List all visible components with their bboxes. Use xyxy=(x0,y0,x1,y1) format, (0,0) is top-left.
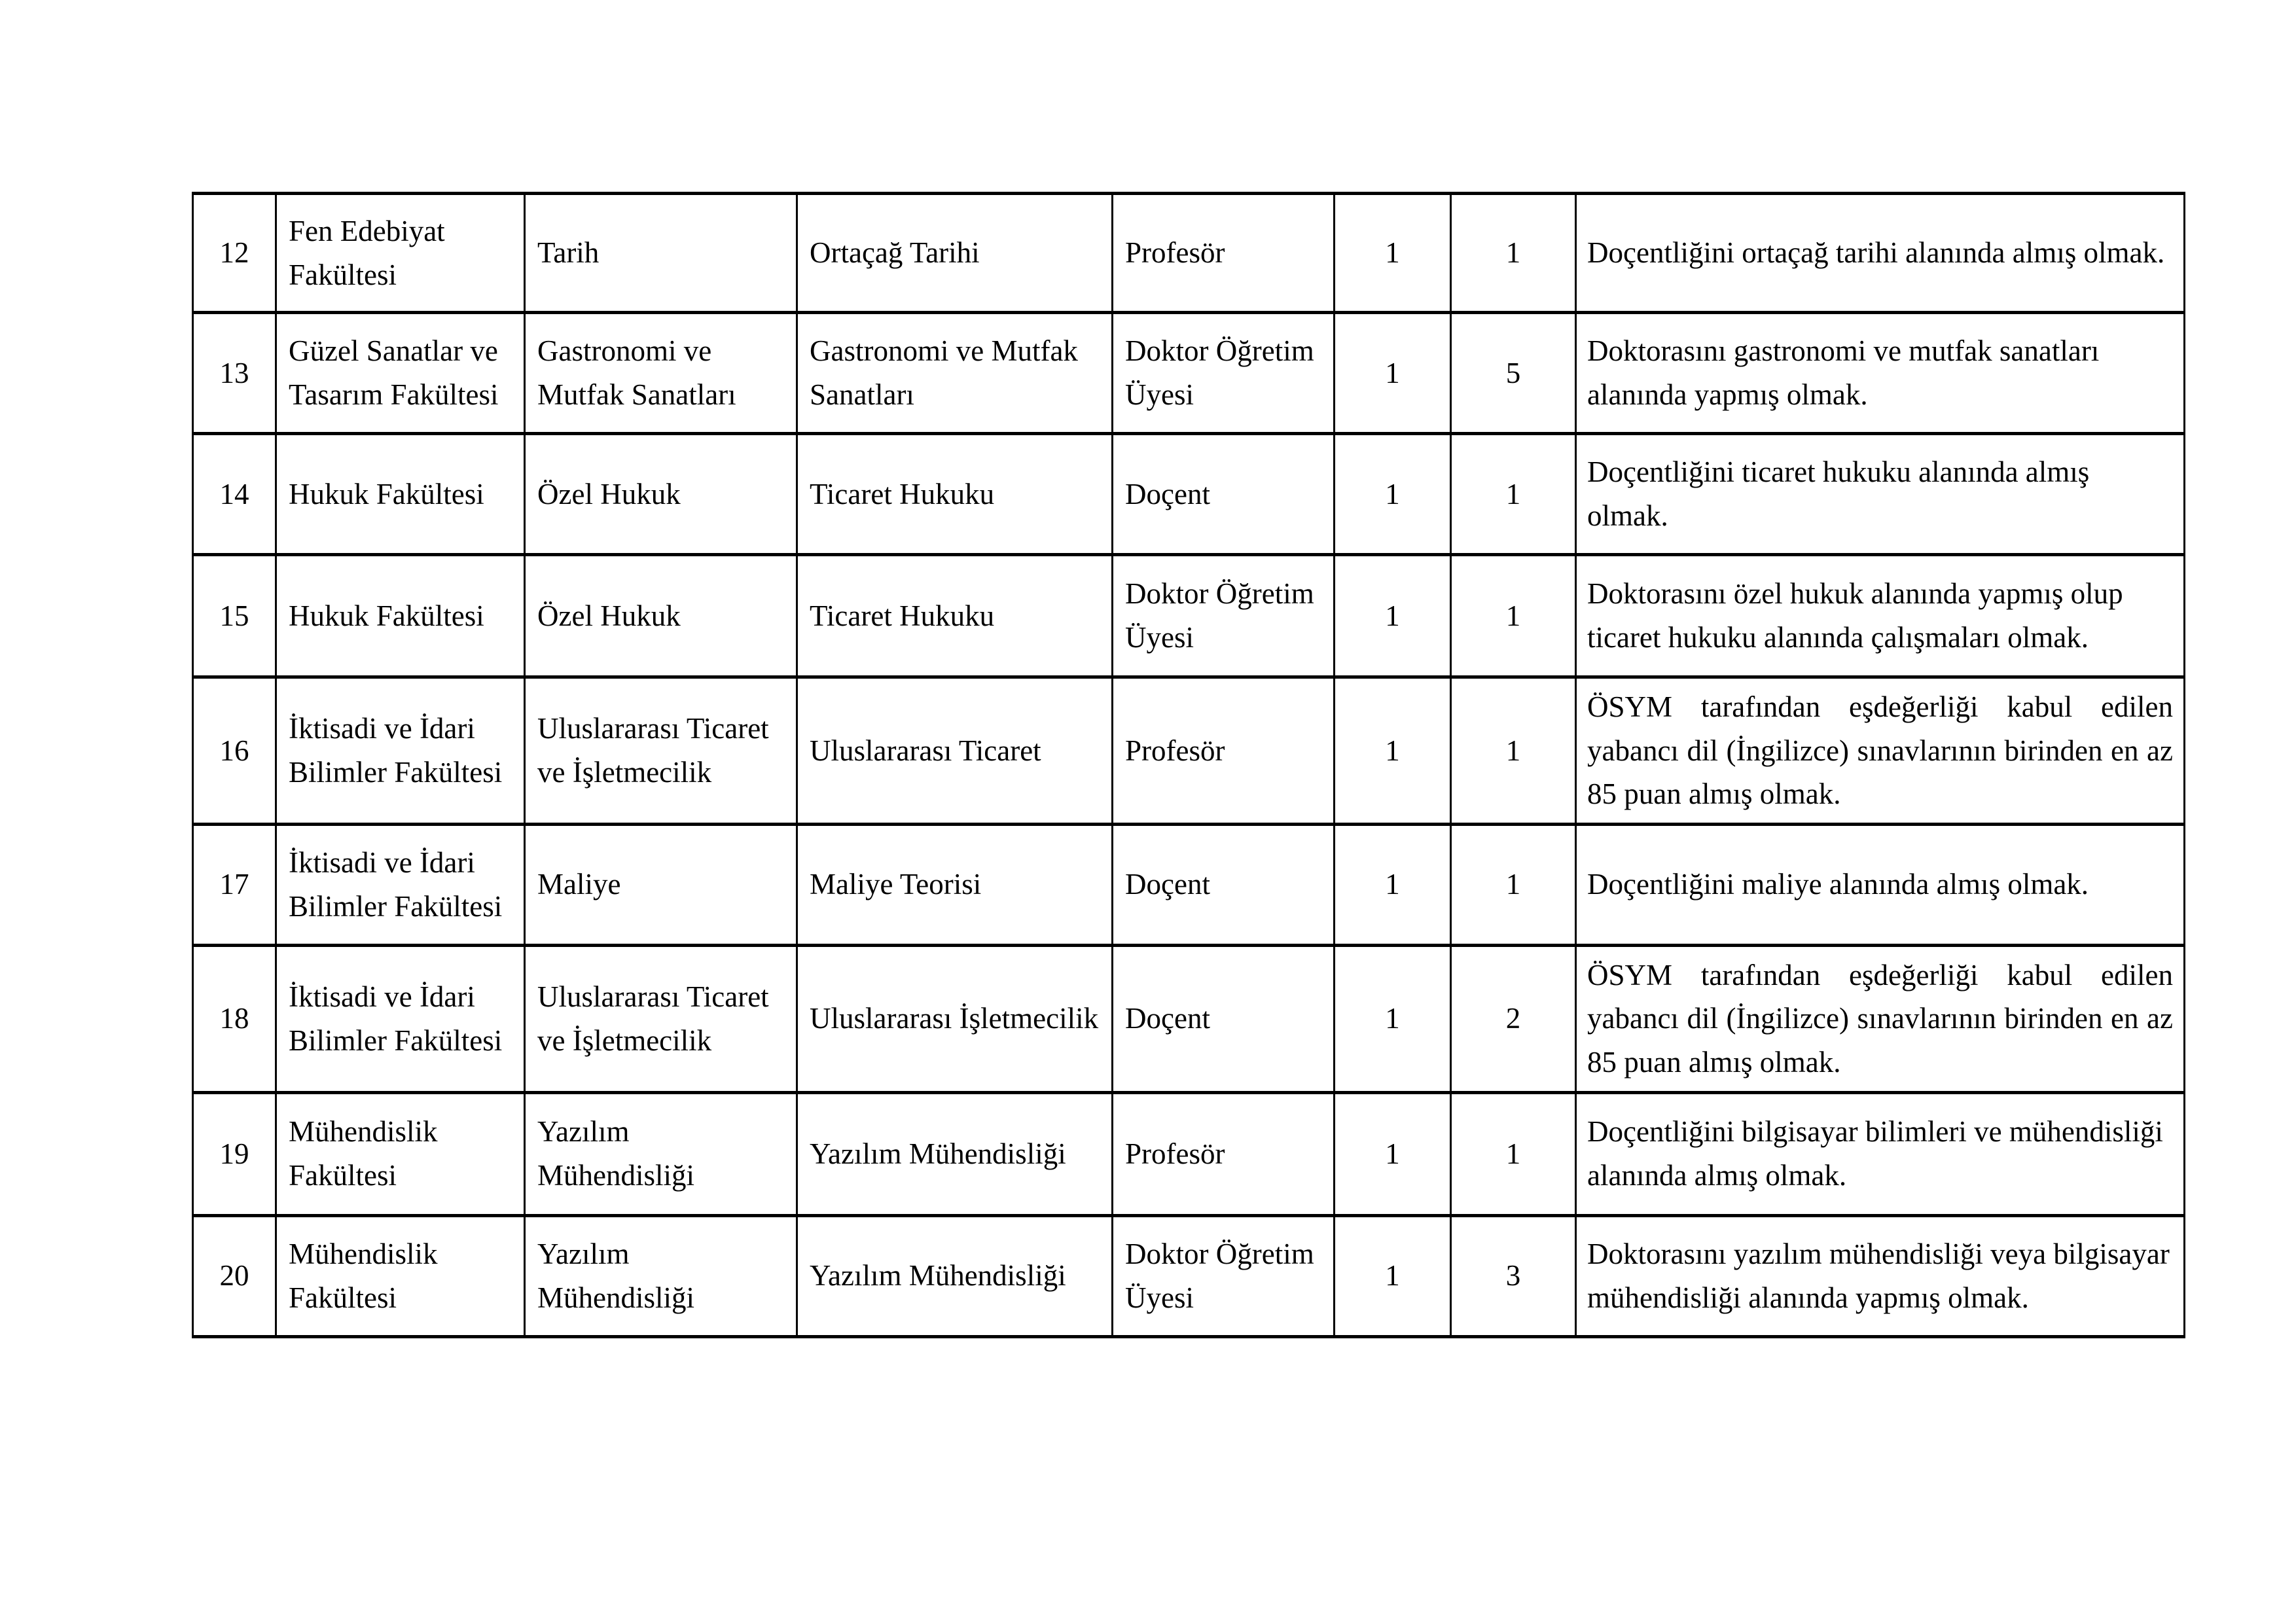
row-number-cell: 14 xyxy=(193,434,276,555)
table-row xyxy=(193,313,2185,434)
grade-cell: 1 xyxy=(1335,194,1451,313)
requirement-cell: ÖSYM tarafından eşdeğerliği kabul edilen yabancı dil (İngilizce) sınavlarının birinden en az 85 puan almış olmak. xyxy=(1576,945,2185,1092)
field-cell: Maliye Teorisi xyxy=(797,824,1113,945)
requirement-cell: Doktorasını gastronomi ve mutfak sanatları alanında yapmış olmak. xyxy=(1576,313,2185,434)
requirement-cell: Doçentliğini ortaçağ tarihi alanında almış olmak. xyxy=(1576,194,2185,313)
table-row xyxy=(193,194,2185,313)
department-cell: Yazılım Mühendisliği xyxy=(525,1092,797,1215)
row-number-cell: 17 xyxy=(193,824,276,945)
position-count-cell: 1 xyxy=(1451,1092,1576,1215)
grade-cell: 1 xyxy=(1335,1215,1451,1336)
faculty-cell: İktisadi ve İdari Bilimler Fakültesi xyxy=(276,677,525,825)
requirement-cell: Doçentliğini maliye alanında almış olmak. xyxy=(1576,824,2185,945)
faculty-cell: İktisadi ve İdari Bilimler Fakültesi xyxy=(276,945,525,1092)
field-cell: Uluslararası İşletmecilik xyxy=(797,945,1113,1092)
faculty-cell: Fen Edebiyat Fakültesi xyxy=(276,194,525,313)
title-cell: Profesör xyxy=(1113,194,1335,313)
field-cell: Ortaçağ Tarihi xyxy=(797,194,1113,313)
department-cell: Uluslararası Ticaret ve İşletmecilik xyxy=(525,945,797,1092)
row-number-cell: 12 xyxy=(193,194,276,313)
faculty-cell: Mühendislik Fakültesi xyxy=(276,1215,525,1336)
title-cell: Profesör xyxy=(1113,1092,1335,1215)
position-count-cell: 5 xyxy=(1451,313,1576,434)
table-row xyxy=(193,1092,2185,1215)
grade-cell: 1 xyxy=(1335,824,1451,945)
department-cell: Tarih xyxy=(525,194,797,313)
title-cell: Profesör xyxy=(1113,677,1335,825)
faculty-cell: İktisadi ve İdari Bilimler Fakültesi xyxy=(276,824,525,945)
grade-cell: 1 xyxy=(1335,555,1451,677)
table-body xyxy=(193,194,2185,1337)
grade-cell: 1 xyxy=(1335,1092,1451,1215)
position-count-cell: 1 xyxy=(1451,555,1576,677)
grade-cell: 1 xyxy=(1335,677,1451,825)
department-cell: Özel Hukuk xyxy=(525,434,797,555)
position-count-cell: 1 xyxy=(1451,194,1576,313)
table-row xyxy=(193,824,2185,945)
position-count-cell: 1 xyxy=(1451,677,1576,825)
title-cell: Doktor Öğretim Üyesi xyxy=(1113,1215,1335,1336)
field-cell: Gastronomi ve Mutfak Sanatları xyxy=(797,313,1113,434)
faculty-cell: Güzel Sanatlar ve Tasarım Fakültesi xyxy=(276,313,525,434)
title-cell: Doktor Öğretim Üyesi xyxy=(1113,313,1335,434)
table-row xyxy=(193,1215,2185,1336)
row-number-cell: 15 xyxy=(193,555,276,677)
title-cell: Doçent xyxy=(1113,434,1335,555)
faculty-cell: Mühendislik Fakültesi xyxy=(276,1092,525,1215)
requirement-cell: Doçentliğini ticaret hukuku alanında almış olmak. xyxy=(1576,434,2185,555)
table-row xyxy=(193,434,2185,555)
row-number-cell: 16 xyxy=(193,677,276,825)
table-row xyxy=(193,555,2185,677)
position-count-cell: 2 xyxy=(1451,945,1576,1092)
field-cell: Ticaret Hukuku xyxy=(797,555,1113,677)
requirement-cell: Doçentliğini bilgisayar bilimleri ve mühendisliği alanında almış olmak. xyxy=(1576,1092,2185,1215)
grade-cell: 1 xyxy=(1335,434,1451,555)
department-cell: Gastronomi ve Mutfak Sanatları xyxy=(525,313,797,434)
position-count-cell: 1 xyxy=(1451,434,1576,555)
field-cell: Yazılım Mühendisliği xyxy=(797,1215,1113,1336)
field-cell: Yazılım Mühendisliği xyxy=(797,1092,1113,1215)
field-cell: Ticaret Hukuku xyxy=(797,434,1113,555)
faculty-cell: Hukuk Fakültesi xyxy=(276,434,525,555)
position-count-cell: 1 xyxy=(1451,824,1576,945)
row-number-cell: 19 xyxy=(193,1092,276,1215)
requirement-cell: Doktorasını özel hukuk alanında yapmış olup ticaret hukuku alanında çalışmaları olmak. xyxy=(1576,555,2185,677)
title-cell: Doktor Öğretim Üyesi xyxy=(1113,555,1335,677)
position-count-cell: 3 xyxy=(1451,1215,1576,1336)
table-row xyxy=(193,677,2185,825)
faculty-cell: Hukuk Fakültesi xyxy=(276,555,525,677)
row-number-cell: 20 xyxy=(193,1215,276,1336)
title-cell: Doçent xyxy=(1113,824,1335,945)
table-row xyxy=(193,945,2185,1092)
department-cell: Maliye xyxy=(525,824,797,945)
department-cell: Özel Hukuk xyxy=(525,555,797,677)
requirement-cell: Doktorasını yazılım mühendisliği veya bilgisayar mühendisliği alanında yapmış olmak. xyxy=(1576,1215,2185,1336)
grade-cell: 1 xyxy=(1335,945,1451,1092)
field-cell: Uluslararası Ticaret xyxy=(797,677,1113,825)
academic-positions-table xyxy=(192,192,2185,1338)
department-cell: Yazılım Mühendisliği xyxy=(525,1215,797,1336)
row-number-cell: 18 xyxy=(193,945,276,1092)
grade-cell: 1 xyxy=(1335,313,1451,434)
department-cell: Uluslararası Ticaret ve İşletmecilik xyxy=(525,677,797,825)
requirement-cell: ÖSYM tarafından eşdeğerliği kabul edilen yabancı dil (İngilizce) sınavlarının birinden en az 85 puan almış olmak. xyxy=(1576,677,2185,825)
title-cell: Doçent xyxy=(1113,945,1335,1092)
row-number-cell: 13 xyxy=(193,313,276,434)
